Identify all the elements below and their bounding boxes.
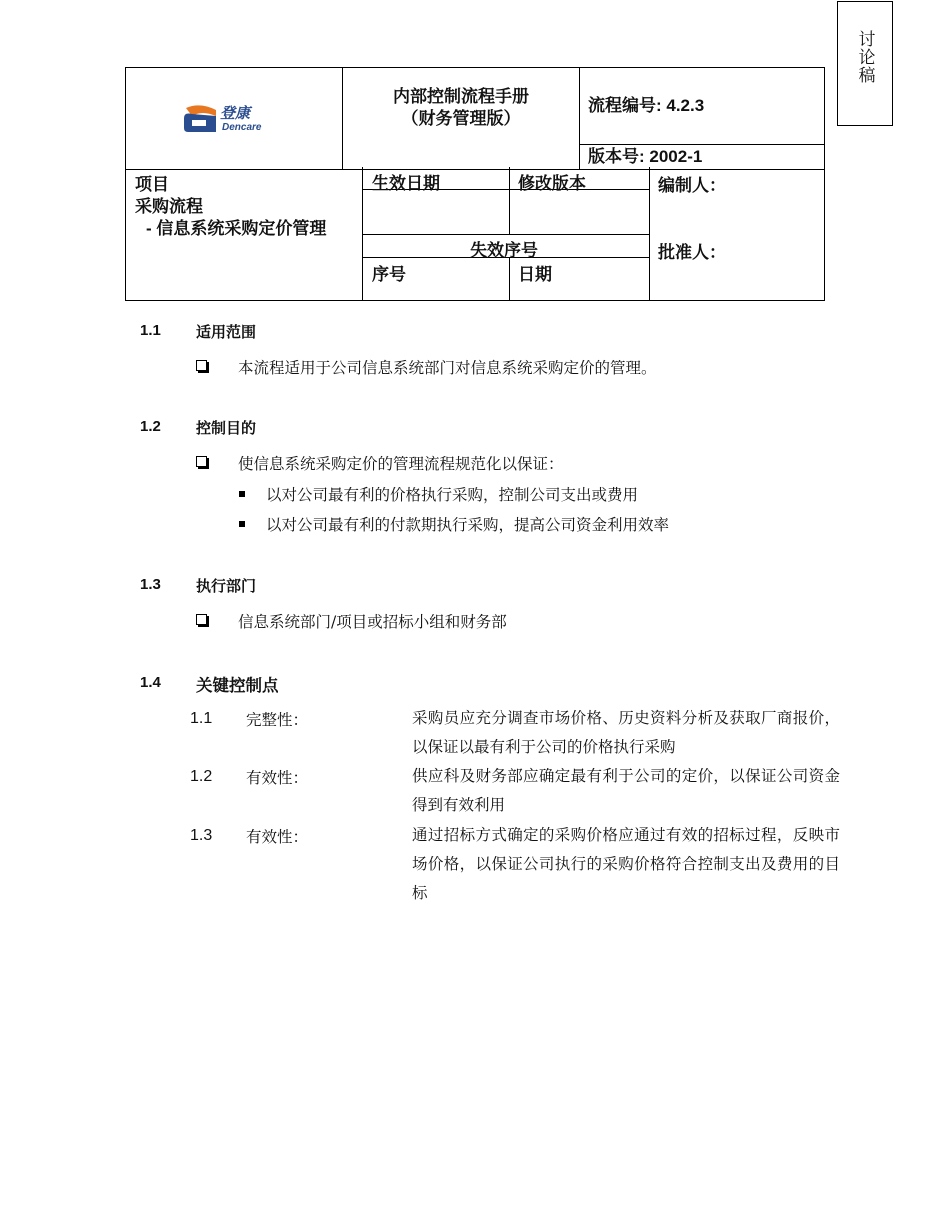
date-label: 日期 (518, 265, 552, 284)
approved-by-label: 批准人： (658, 243, 726, 262)
divider (509, 257, 510, 301)
divider (509, 167, 510, 234)
sub-process-name: - 信息系统采购定价管理 (146, 219, 327, 238)
control-point-desc: 采购员应充分调查市场价格、历史资料分析及获取厂商报价，以保证以最有利于公司的价格执行采购 (412, 709, 840, 756)
item-label: 项目 (135, 175, 169, 194)
control-point-number: 1.1 (190, 710, 213, 727)
square-bullet-icon (239, 521, 245, 527)
manual-subtitle: （财务管理版） (401, 109, 521, 128)
control-point-number: 1.2 (190, 768, 213, 785)
logo-en: Dencare (222, 122, 262, 133)
version: 版本号: 2002-1 (588, 147, 703, 166)
manual-title-cell (343, 68, 580, 170)
section-item: 信息系统部门/项目或招标小组和财务部 (238, 613, 507, 631)
control-point-label: 完整性： (246, 711, 309, 729)
company-logo (182, 104, 282, 138)
section-item: 本流程适用于公司信息系统部门对信息系统采购定价的管理。 (238, 359, 657, 377)
control-point-number: 1.3 (190, 827, 213, 844)
section-number: 1.2 (140, 418, 161, 435)
bullet-item: 以对公司最有利的付款期执行采购，提高公司资金利用效率 (266, 516, 670, 534)
effective-date-label: 生效日期 (372, 174, 440, 193)
logo-cell (126, 68, 343, 170)
square-bullet-icon (239, 491, 245, 497)
manual-title: 内部控制流程手册 (393, 87, 529, 106)
process-code-cell (580, 68, 825, 145)
section-number: 1.4 (140, 674, 161, 691)
control-point-label: 有效性： (246, 769, 309, 787)
control-point-desc: 通过招标方式确定的采购价格应通过有效的招标过程，反映市场价格，以保证公司执行的采购价格符合控制支出及费用的目标 (412, 826, 840, 902)
control-point-desc: 供应科及财务部应确定最有利于公司的定价，以保证公司资金得到有效利用 (412, 767, 840, 814)
bullet-item: 以对公司最有利的价格执行采购，控制公司支出或费用 (266, 486, 639, 504)
section-number: 1.1 (140, 322, 161, 339)
checkbox-bullet-icon (196, 360, 207, 371)
section-number: 1.3 (140, 576, 161, 593)
seq-label: 序号 (372, 265, 406, 284)
logo-cn: 登康 (220, 104, 251, 122)
section-title: 执行部门 (196, 577, 257, 595)
section-item: 使信息系统采购定价的管理流程规范化以保证： (238, 455, 564, 473)
checkbox-bullet-icon (196, 456, 207, 467)
checkbox-bullet-icon (196, 614, 207, 625)
logo-mark-icon (182, 104, 218, 134)
draft-label-box (837, 1, 893, 126)
process-code: 流程编号: 4.2.3 (588, 96, 705, 115)
section-title: 控制目的 (196, 419, 257, 437)
header-table (125, 67, 825, 170)
info-block (125, 167, 825, 301)
prepared-by-label: 编制人： (658, 176, 726, 195)
draft-label: 讨论稿 (854, 30, 875, 84)
section-title: 关键控制点 (196, 676, 279, 695)
revision-label: 修改版本 (518, 174, 586, 193)
control-point-label: 有效性： (246, 828, 309, 846)
invalid-seq-label: 失效序号 (470, 241, 538, 260)
section-title: 适用范围 (196, 323, 257, 341)
process-name: 采购流程 (135, 197, 203, 216)
version-cell (580, 145, 825, 170)
